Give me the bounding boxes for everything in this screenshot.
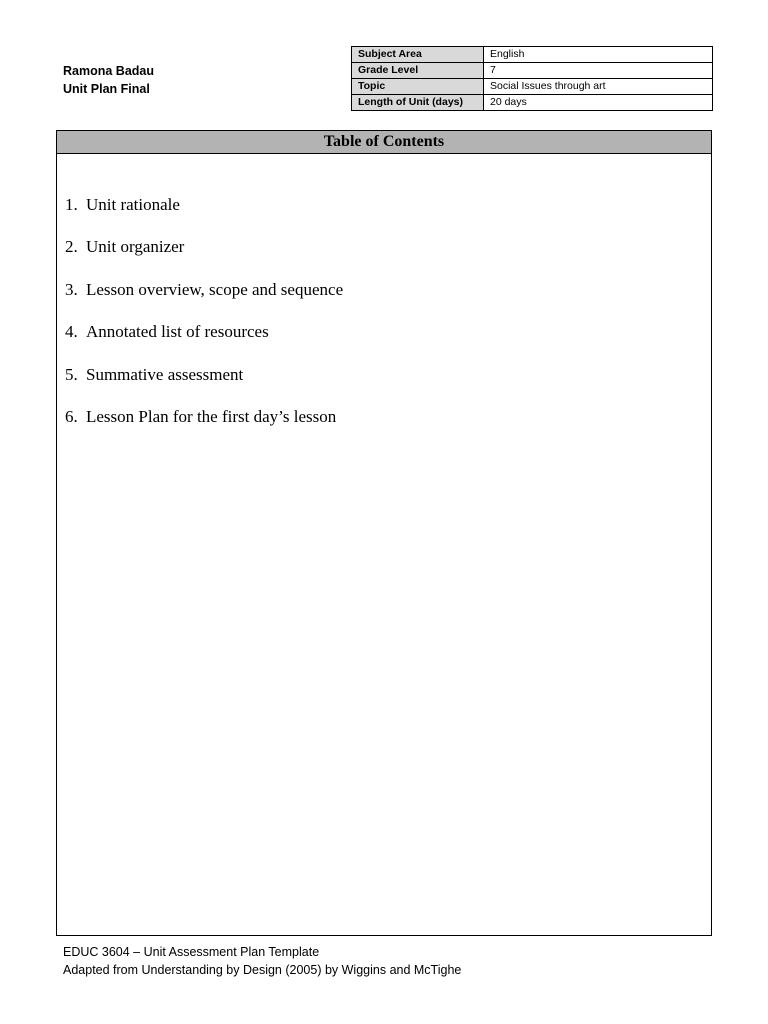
value-topic: Social Issues through art bbox=[484, 79, 713, 95]
list-item bbox=[65, 280, 343, 322]
list-item bbox=[65, 407, 343, 449]
author-block bbox=[63, 62, 154, 98]
unit-info-table bbox=[351, 46, 713, 111]
value-grade-level: 7 bbox=[484, 63, 713, 79]
item-text: Summative assessment bbox=[86, 364, 244, 384]
label-topic: Topic bbox=[352, 79, 484, 95]
table-of-contents-box bbox=[56, 130, 712, 936]
list-item bbox=[65, 195, 343, 237]
page-footer bbox=[63, 943, 461, 979]
item-number: 1. bbox=[65, 195, 78, 214]
footer-course-line: EDUC 3604 – Unit Assessment Plan Template bbox=[63, 945, 320, 959]
list-item bbox=[65, 237, 343, 279]
item-text: Lesson overview, scope and sequence bbox=[86, 279, 344, 299]
footer-attribution-line: Adapted from Understanding by Design (2005) by Wiggins and McTighe bbox=[63, 963, 462, 977]
value-subject-area: English bbox=[484, 47, 713, 63]
toc-heading: Table of Contents bbox=[57, 131, 711, 154]
toc-list bbox=[65, 195, 343, 449]
list-item bbox=[65, 322, 343, 364]
author-name: Ramona Badau bbox=[63, 64, 154, 78]
table-row bbox=[352, 47, 713, 63]
table-row bbox=[352, 95, 713, 111]
item-number: 2. bbox=[65, 237, 78, 257]
item-number: 3. bbox=[65, 279, 78, 299]
label-unit-length: Length of Unit (days) bbox=[352, 95, 484, 111]
list-item bbox=[65, 365, 343, 407]
label-subject-area: Subject Area bbox=[352, 47, 484, 63]
label-grade-level: Grade Level bbox=[352, 63, 484, 79]
table-row bbox=[352, 63, 713, 79]
item-text: Lesson Plan for the first day’s lesson bbox=[86, 406, 337, 426]
item-text: Unit organizer bbox=[86, 237, 185, 257]
item-text: Annotated list of resources bbox=[86, 322, 269, 342]
value-unit-length: 20 days bbox=[484, 95, 713, 111]
table-row bbox=[352, 79, 713, 95]
document-title: Unit Plan Final bbox=[63, 82, 150, 96]
item-number: 6. bbox=[65, 406, 78, 426]
item-number: 5. bbox=[65, 364, 78, 384]
item-number: 4. bbox=[65, 322, 78, 342]
item-text: Unit rationale bbox=[86, 195, 180, 214]
